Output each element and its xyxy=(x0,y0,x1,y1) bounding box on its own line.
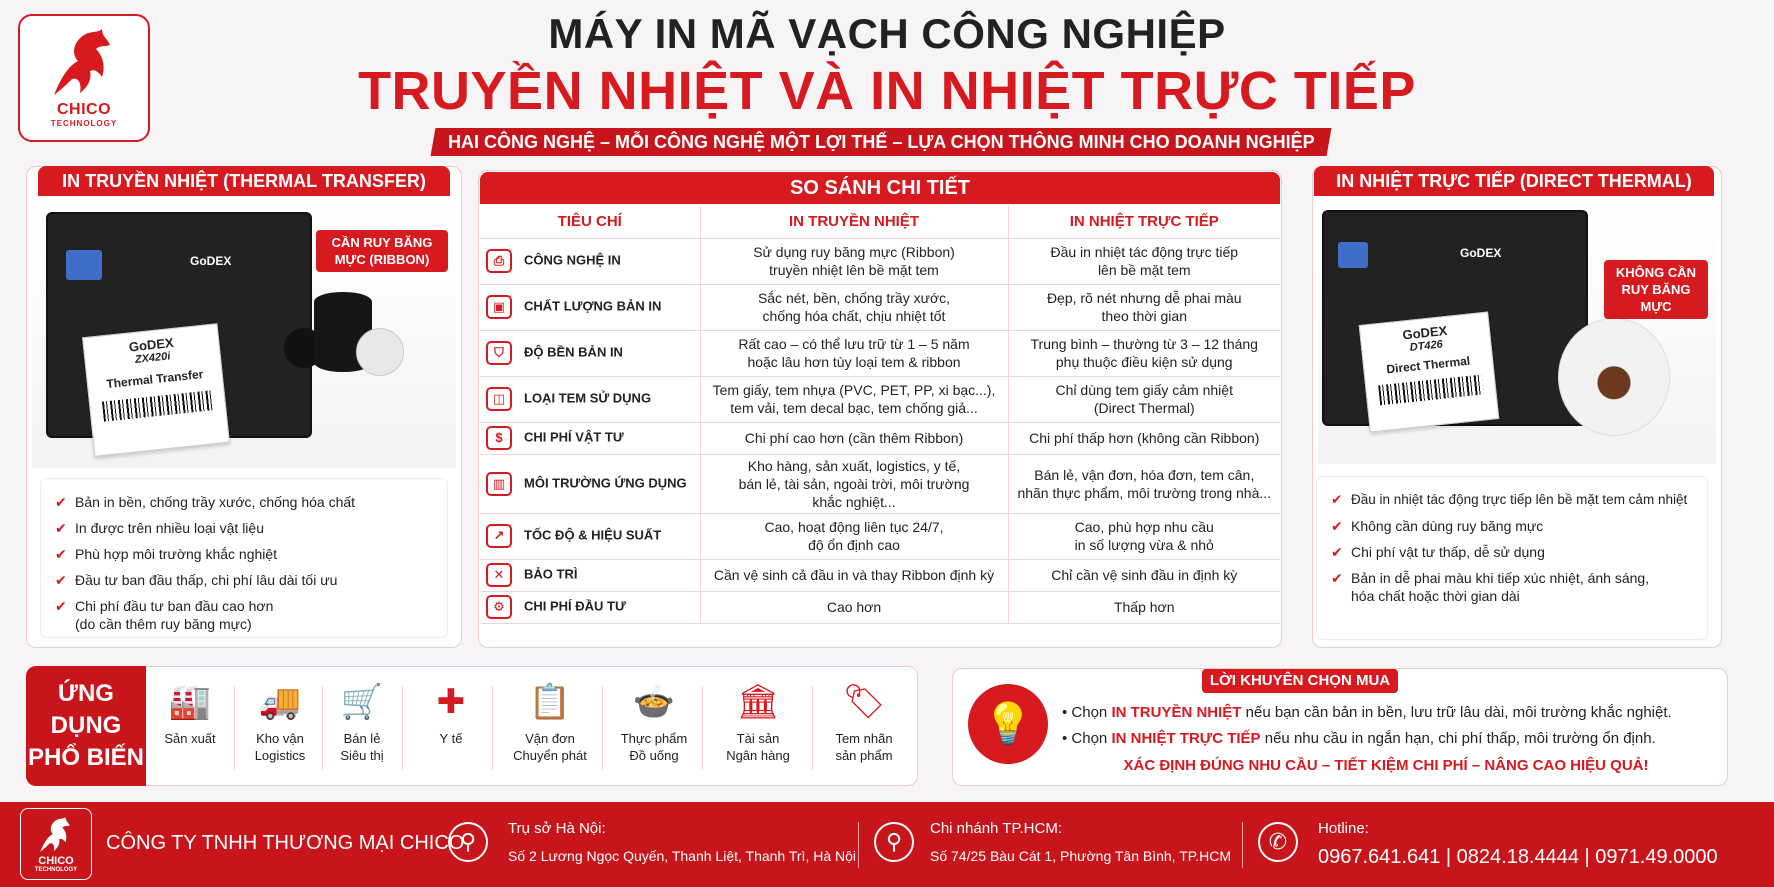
table-row xyxy=(480,376,1280,422)
application-label: Thực phẩm xyxy=(620,731,688,746)
cell-line: khắc nghiệt... xyxy=(812,493,896,510)
check-icon: ✔ xyxy=(55,572,67,588)
tag-icon: 🏷 xyxy=(842,683,886,721)
gear-icon: ⚙ xyxy=(486,595,512,619)
criteria-cell xyxy=(480,376,700,422)
application-item xyxy=(496,676,604,780)
cell-line: hoặc lâu hơn tùy loại tem & ribbon xyxy=(747,354,961,370)
feature-item: ✔ Phù hợp môi trường khắc nghiệt xyxy=(55,546,278,562)
label-text: Thermal Transfer xyxy=(105,367,205,392)
criteria-cell xyxy=(480,559,700,591)
criteria-cell xyxy=(480,238,700,284)
direct-thermal-cell xyxy=(1008,559,1280,591)
thermal-transfer-cell xyxy=(700,513,1008,559)
cell-line: Thấp hơn xyxy=(1113,599,1175,615)
branch-title: Chi nhánh TP.HCM: xyxy=(930,820,1063,837)
location-pin-icon: ⚲ xyxy=(874,822,914,862)
header-direct-thermal: IN NHIỆT TRỰC TIẾP xyxy=(1008,206,1280,238)
feature-item: ✔ In được trên nhiều loại vật liệu xyxy=(55,520,264,536)
application-item xyxy=(326,676,398,780)
application-label-2: Siêu thị xyxy=(340,748,384,763)
no-ribbon-tag: KHÔNG CẦN RUY BĂNG MỰC xyxy=(1604,260,1708,319)
criteria-label: LOẠI TEM SỬ DỤNG xyxy=(524,390,652,406)
cell-line: bán lẻ, tài sản, ngoài trời, môi trường xyxy=(738,475,970,492)
truck-icon: 🚚 xyxy=(258,683,302,721)
criteria-cell xyxy=(480,284,700,330)
title-line2: TRUYỀN NHIỆT VÀ IN NHIỆT TRỰC TIẾP xyxy=(358,61,1416,121)
cell-line: Tem giấy, tem nhựa (PVC, PET, PP, xi bạc...), xyxy=(712,382,996,398)
thermal-transfer-cell xyxy=(700,422,1008,454)
cell-line: truyền nhiệt lên bề mặt tem xyxy=(769,262,939,278)
thermal-transfer-cell xyxy=(700,284,1008,330)
table-row xyxy=(480,422,1280,454)
application-item xyxy=(406,676,496,780)
cart-icon: 🛒 xyxy=(340,683,384,721)
advice-slogan: XÁC ĐỊNH ĐÚNG NHU CẦU – TIẾT KIỆM CHI PHÍ – NÂNG CAO HIỆU QUẢ! xyxy=(1123,757,1649,774)
cell-line: Chi phí thấp hơn (không cần Ribbon) xyxy=(1029,430,1260,446)
table-row xyxy=(480,454,1280,513)
cell-line: Chi phí cao hơn (cần thêm Ribbon) xyxy=(744,430,964,446)
tagline-text: HAI CÔNG NGHỆ – MỖI CÔNG NGHỆ MỘT LỢI THẾ – LỰA CHỌN THÔNG MINH CHO DOANH NGHIỆP xyxy=(447,132,1315,152)
printer-brand: GoDEX xyxy=(1460,246,1502,260)
cell-line: tem vải, tem decal bạc, tem chống giả... xyxy=(730,400,978,416)
header-criteria: TIÊU CHÍ xyxy=(480,206,700,238)
applications-label-line1: ỨNG DỤNG xyxy=(50,680,122,739)
thermal-transfer-cell xyxy=(700,376,1008,422)
application-label: Y tế xyxy=(439,731,463,746)
direct-thermal-cell xyxy=(1008,422,1280,454)
direct-thermal-cell xyxy=(1008,330,1280,376)
application-divider xyxy=(322,686,323,770)
cell-line: (Direct Thermal) xyxy=(1093,400,1195,416)
cell-line: nhãn thực phẩm, môi trường trong nhà... xyxy=(1017,484,1272,501)
brand-name: CHICO xyxy=(56,101,112,118)
check-icon: ✔ xyxy=(1331,492,1343,507)
direct-thermal-features xyxy=(1316,476,1708,640)
application-label-2: sản phẩm xyxy=(835,748,893,763)
criteria-cell xyxy=(480,422,700,454)
cell-line: theo thời gian xyxy=(1101,308,1187,324)
label-model: ZX420i xyxy=(134,350,171,366)
comparison-title: SO SÁNH CHI TIẾT xyxy=(480,172,1280,204)
label-text: Direct Thermal xyxy=(1385,353,1471,377)
application-label-2: Ngân hàng xyxy=(726,748,790,763)
feature-item: ✔ Bản in bền, chống trầy xước, chống hóa chất xyxy=(55,494,356,510)
table-header-row xyxy=(480,206,1280,238)
comparison-table xyxy=(480,206,1280,624)
application-item xyxy=(238,676,322,780)
application-label-2: Đồ uống xyxy=(629,748,679,763)
feature-item: ✔ Bản in dễ phai màu khi tiếp xúc nhiệt, ánh sáng, hóa chất hoặc thời gian dài xyxy=(1331,570,1650,604)
criteria-label: TỐC ĐỘ & HIỆU SUẤT xyxy=(524,527,662,543)
thermal-transfer-cell xyxy=(700,591,1008,623)
cell-line: Chỉ dùng tem giấy cảm nhiệt xyxy=(1055,382,1233,398)
cell-line: Đầu in nhiệt tác động trực tiếp xyxy=(1050,244,1239,260)
footer-logo xyxy=(20,808,92,880)
direct-thermal-image xyxy=(1318,200,1716,464)
table-row xyxy=(480,559,1280,591)
cell-line: Cao, hoạt động liên tục 24/7, xyxy=(764,519,944,535)
needs-ribbon-tag: CẦN RUY BĂNG MỰC (RIBBON) xyxy=(316,230,448,272)
advice-line-2: • Chọn IN NHIỆT TRỰC TIẾP nếu nhu cầu in ngắn hạn, chi phí thấp, môi trường ổn định. xyxy=(1062,730,1656,747)
sample-label xyxy=(1359,312,1500,433)
direct-thermal-title: IN NHIỆT TRỰC TIẾP (DIRECT THERMAL) xyxy=(1314,166,1714,196)
table-row xyxy=(480,284,1280,330)
brand-sub: TECHNOLOGY xyxy=(50,119,118,128)
hq-address: Số 2 Lương Ngọc Quyến, Thanh Liệt, Thanh Trì, Hà Nội xyxy=(508,848,857,864)
check-icon: ✔ xyxy=(55,598,67,614)
criteria-cell xyxy=(480,330,700,376)
printer-icon: ⎙ xyxy=(486,249,512,273)
image-icon: ▣ xyxy=(486,295,512,319)
chart-icon: ↗ xyxy=(486,524,512,548)
bank-icon: 🏛 xyxy=(736,683,780,721)
lightbulb-icon: 💡 xyxy=(968,684,1048,764)
cell-line: Bán lẻ, vận đơn, hóa đơn, tem cân, xyxy=(1034,466,1255,483)
branch-address: Số 74/25 Bàu Cát 1, Phường Tân Bình, TP.HCM xyxy=(930,848,1232,864)
feature-item: ✔ Chi phí đầu tư ban đầu cao hơn (do cần thêm ruy băng mực) xyxy=(55,598,274,632)
application-label: Kho vận xyxy=(256,731,304,746)
direct-thermal-cell xyxy=(1008,513,1280,559)
hotline-numbers: 0967.641.641 | 0824.18.4444 | 0971.49.0000 xyxy=(1318,846,1718,868)
application-item xyxy=(150,676,230,780)
check-icon: ✔ xyxy=(55,520,67,536)
check-icon: ✔ xyxy=(1331,570,1343,586)
application-divider xyxy=(402,686,403,770)
criteria-cell xyxy=(480,513,700,559)
application-label-2: Chuyển phát xyxy=(513,748,587,763)
label-brand: GoDEX xyxy=(128,334,175,355)
barcode xyxy=(1378,375,1484,406)
tools-icon: ✕ xyxy=(486,563,512,587)
hq-title: Trụ sở Hà Nội: xyxy=(508,820,606,837)
cell-line: Trung bình – thường từ 3 – 12 tháng xyxy=(1030,336,1258,352)
footer-brand: CHICO xyxy=(38,855,74,867)
feature-item: ✔ Chi phí vật tư thấp, dễ sử dụng xyxy=(1331,544,1545,560)
application-label-2: Logistics xyxy=(254,748,306,763)
check-icon: ✔ xyxy=(1331,544,1343,560)
applications-label xyxy=(26,666,146,786)
clipboard-icon: 📋 xyxy=(528,683,572,721)
application-item xyxy=(606,676,702,780)
table-row xyxy=(480,513,1280,559)
application-label: Sản xuất xyxy=(164,731,216,746)
feature-item: ✔ Đầu in nhiệt tác động trực tiếp lên bề mặt tem cảm nhiệt xyxy=(1331,492,1688,507)
table-row xyxy=(480,330,1280,376)
food-icon: 🍲 xyxy=(632,683,676,721)
criteria-cell xyxy=(480,454,700,513)
cell-line: Sử dụng ruy băng mực (Ribbon) xyxy=(753,244,955,260)
feature-item: ✔ Đầu tư ban đầu thấp, chi phí lâu dài tối ưu xyxy=(55,572,338,588)
thermal-label-roll xyxy=(1558,318,1670,436)
criteria-cell xyxy=(480,591,700,623)
advice-title: LỜI KHUYÊN CHỌN MUA xyxy=(1202,669,1398,693)
application-label: Tài sản xyxy=(736,731,780,746)
cell-line: in số lượng vừa & nhỏ xyxy=(1074,537,1214,553)
table-row xyxy=(480,591,1280,623)
footer-brand-sub: TECHNOLOGY xyxy=(34,867,78,873)
direct-thermal-cell xyxy=(1008,376,1280,422)
cell-line: chống hóa chất, chịu nhiệt tốt xyxy=(762,308,946,324)
application-divider xyxy=(234,686,235,770)
table-row xyxy=(480,238,1280,284)
check-icon: ✔ xyxy=(55,546,67,562)
tagline xyxy=(431,128,1332,156)
thermal-transfer-cell xyxy=(700,454,1008,513)
application-label: Bán lẻ xyxy=(343,731,381,746)
phone-icon: ✆ xyxy=(1258,822,1298,862)
barcode xyxy=(102,390,213,421)
cell-line: Rất cao – có thể lưu trữ từ 1 – 5 năm xyxy=(738,336,970,352)
sample-label xyxy=(82,323,230,457)
thermal-transfer-cell xyxy=(700,330,1008,376)
footer-divider xyxy=(858,822,859,868)
cell-line: Sắc nét, bền, chống trầy xước, xyxy=(757,290,951,306)
application-divider xyxy=(492,686,493,770)
criteria-label: ĐỘ BỀN BẢN IN xyxy=(524,344,623,360)
cell-line: Cao, phù hợp nhu cầu xyxy=(1074,519,1214,535)
application-label: Vận đơn xyxy=(525,731,575,746)
criteria-label: MÔI TRƯỜNG ỨNG DỤNG xyxy=(524,474,687,490)
cell-line: độ ổn định cao xyxy=(808,537,900,553)
cell-line: phụ thuộc điều kiện sử dụng xyxy=(1055,354,1233,370)
application-item xyxy=(816,676,912,780)
check-icon: ✔ xyxy=(55,494,67,510)
advice-line-1: • Chọn IN TRUYỀN NHIỆT nếu bạn cần bản in bền, lưu trữ lâu dài, môi trường khắc nghiệt. xyxy=(1062,704,1672,721)
thermal-transfer-image xyxy=(32,200,456,468)
direct-thermal-cell xyxy=(1008,284,1280,330)
shield-icon: ⛉ xyxy=(486,341,512,365)
application-divider xyxy=(602,686,603,770)
hotline-title: Hotline: xyxy=(1318,820,1369,837)
label-roll-icon: ◫ xyxy=(486,387,512,411)
thermal-transfer-title: IN TRUYỀN NHIỆT (THERMAL TRANSFER) xyxy=(38,166,450,196)
label-brand: GoDEX xyxy=(1401,322,1448,343)
criteria-label: CHẤT LƯỢNG BẢN IN xyxy=(524,298,662,314)
cell-line: Cần vệ sinh cả đầu in và thay Ribbon định kỳ xyxy=(713,567,995,583)
criteria-label: CÔNG NGHỆ IN xyxy=(524,252,621,268)
cell-line: lên bề mặt tem xyxy=(1097,262,1191,278)
medical-kit-icon: ✚ xyxy=(436,683,466,721)
application-item xyxy=(706,676,810,780)
company-name: CÔNG TY TNHH THƯƠNG MẠI CHICO xyxy=(106,832,465,854)
thermal-transfer-features xyxy=(40,478,448,638)
dollar-icon: $ xyxy=(486,426,512,450)
applications-label-line2: PHỔ BIẾN xyxy=(27,744,144,771)
application-divider xyxy=(812,686,813,770)
header-thermal-transfer: IN TRUYỀN NHIỆT xyxy=(700,206,1008,238)
thermal-transfer-cell xyxy=(700,238,1008,284)
footer-divider xyxy=(1242,822,1243,868)
printer-screen xyxy=(66,250,102,280)
check-icon: ✔ xyxy=(1331,518,1343,534)
direct-thermal-cell xyxy=(1008,591,1280,623)
printer-screen xyxy=(1338,242,1368,268)
direct-thermal-cell xyxy=(1008,238,1280,284)
feature-item: ✔ Không cần dùng ruy băng mực xyxy=(1331,518,1544,534)
thermal-transfer-cell xyxy=(700,559,1008,591)
cell-line: Kho hàng, sản xuất, logistics, y tế, xyxy=(747,457,961,474)
direct-thermal-cell xyxy=(1008,454,1280,513)
label-roll xyxy=(356,328,404,376)
criteria-label: BẢO TRÌ xyxy=(524,566,578,582)
printer-brand: GoDEX xyxy=(190,254,232,268)
cell-line: Đẹp, rõ nét nhưng dễ phai màu xyxy=(1046,290,1242,306)
title-line1: MÁY IN MÃ VẠCH CÔNG NGHIỆP xyxy=(548,10,1226,57)
factory-icon: 🏭 xyxy=(168,683,212,721)
horse-icon xyxy=(31,815,81,855)
application-label: Tem nhãn xyxy=(835,731,893,746)
location-pin-icon: ⚲ xyxy=(448,822,488,862)
criteria-label: CHI PHÍ VẬT TƯ xyxy=(524,429,624,445)
application-divider xyxy=(702,686,703,770)
criteria-label: CHI PHÍ ĐẦU TƯ xyxy=(524,598,626,614)
factory-icon: ▥ xyxy=(486,472,512,496)
cell-line: Cao hơn xyxy=(826,599,882,615)
label-model: DT426 xyxy=(1409,338,1444,354)
cell-line: Chỉ cần vệ sinh đầu in định kỳ xyxy=(1051,567,1238,583)
